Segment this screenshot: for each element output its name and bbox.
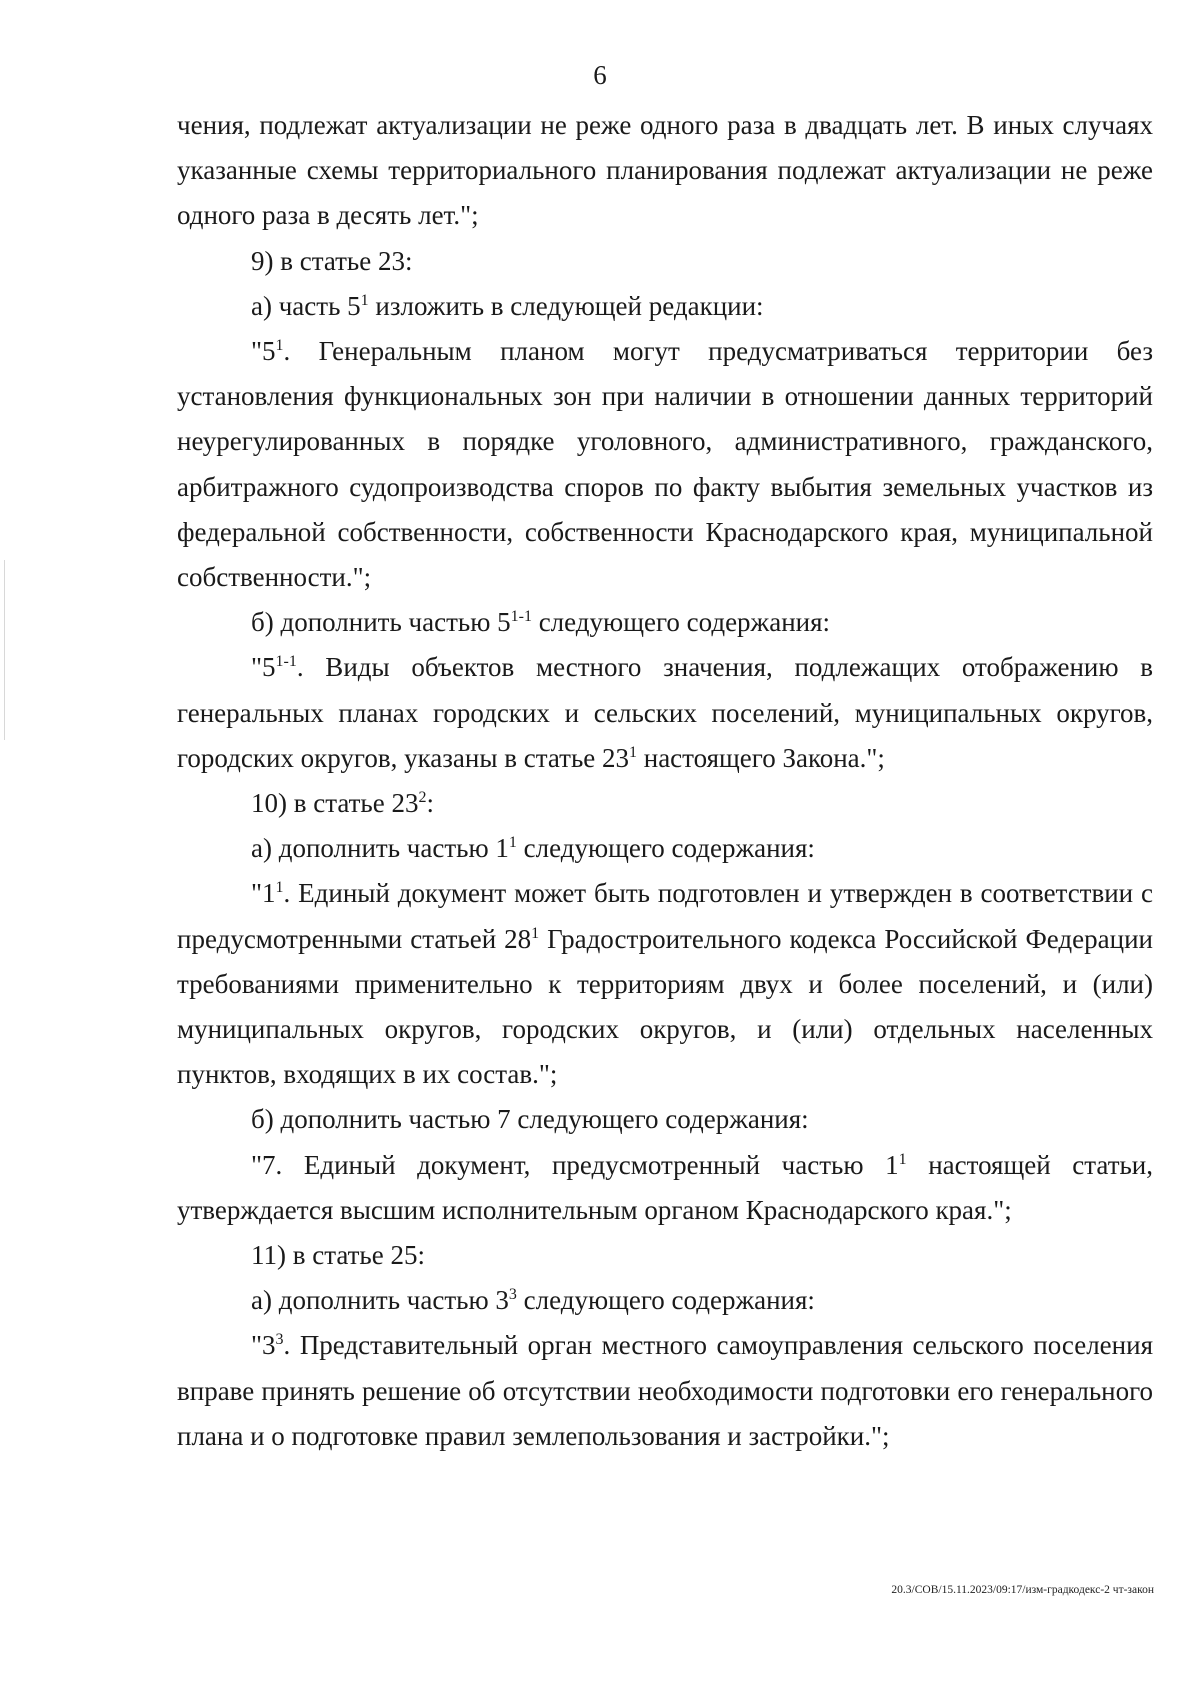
text-span: следующего содержания: <box>516 1285 815 1316</box>
text-span: следующего содержания: <box>531 607 831 638</box>
text-span: 10) в статье 23 <box>251 788 419 819</box>
paragraph-item-10 <box>177 781 1153 826</box>
text-span: изложить в следующей редакции: <box>368 290 764 321</box>
text-span: настоящей статьи, утверждается высшим исполнительным органом Краснодарского края."; <box>177 1149 1154 1225</box>
paragraph-10a <box>177 826 1153 871</box>
text-span: "7. Единый документ, предусмотренный частью 1 <box>251 1149 899 1180</box>
page-number: 6 <box>593 60 607 90</box>
text-span: "5 <box>251 652 276 683</box>
text-span: . Представительный орган местного самоуправления сельского поселения вправе принять решение об отсутствии необходимости подготовки его генерального плана и о подготовке правил землепользования и застройки."; <box>177 1330 1153 1451</box>
superscript: 1 <box>629 743 637 761</box>
paragraph-quote-1-1 <box>177 871 1153 1097</box>
scan-edge-mark <box>4 560 5 740</box>
paragraph-9b <box>177 600 1153 645</box>
text-span: следующего содержания: <box>516 833 815 864</box>
paragraph-quote-7 <box>177 1143 1153 1233</box>
document-body <box>177 103 1153 1459</box>
text-span: а) дополнить частью 1 <box>251 833 509 864</box>
text-span: "5 <box>251 336 276 367</box>
superscript: 3 <box>275 1331 284 1349</box>
text-span: б) дополнить частью 5 <box>251 607 511 638</box>
document-footer-code: 20.3/СОВ/15.11.2023/09:17/изм-градкодекс-2 чт-закон <box>891 1584 1154 1596</box>
text-span: . Единый документ может быть подготовлен и утвержден в соответствии с предусмотренными статьей 28 <box>177 878 1153 954</box>
text-span: Градостроительного кодекса Российской Федерации требованиями применительно к территориям двух и более поселений, и (или) муниципальных округов, городских округов, и (или) отдельных населенных пунктов, входящих в их состав."; <box>177 923 1153 1090</box>
text-span: настоящего Закона."; <box>637 742 885 773</box>
text-span: "3 <box>251 1330 276 1361</box>
text-span: . Виды объектов местного значения, подлежащих отображению в генеральных планах городских и сельских поселений, муниципальных округов, городских округов, указаны в статье 23 <box>177 652 1153 773</box>
superscript: 2 <box>418 789 427 807</box>
superscript: 1-1 <box>275 653 297 671</box>
paragraph-10b: б) дополнить частью 7 следующего содержания: <box>251 1104 809 1135</box>
paragraph-quote-5-1-1 <box>177 645 1153 781</box>
paragraph-quote-5-1 <box>177 329 1153 600</box>
text-span: а) дополнить частью 3 <box>251 1285 509 1316</box>
paragraph-9a <box>177 284 1153 329</box>
paragraph-continuation: чения, подлежат актуализации не реже одного раза в двадцать лет. В иных случаях указанные схемы территориального планирования подлежат актуализации не реже одного раза в десять лет."; <box>177 110 1153 231</box>
superscript: 1 <box>275 879 284 897</box>
text-span: "1 <box>251 878 276 909</box>
text-span: . Генеральным планом могут предусматриваться территории без установления функциональных зон при наличии в отношении данных территорий неурегулированных в порядке уголовного, административного, гражданского, арбитражного судопроизводства споров по факту выбытия земельных участков из федеральной собственности, собственности Краснодарского края, муниципальной собственности."; <box>177 336 1153 593</box>
paragraph-item-11: 11) в статье 25: <box>251 1240 425 1271</box>
superscript: 3 <box>508 1286 517 1304</box>
text-span: : <box>426 788 434 819</box>
superscript: 1 <box>275 337 284 355</box>
superscript: 1 <box>508 834 517 852</box>
text-span: а) часть 5 <box>251 290 361 321</box>
paragraph-item-9: 9) в статье 23: <box>251 245 413 276</box>
superscript: 1-1 <box>510 608 532 626</box>
superscript: 1 <box>531 924 540 942</box>
superscript: 1 <box>898 1150 907 1168</box>
superscript: 1 <box>360 291 369 309</box>
paragraph-quote-3-3 <box>177 1323 1153 1459</box>
paragraph-11a <box>177 1278 1153 1323</box>
